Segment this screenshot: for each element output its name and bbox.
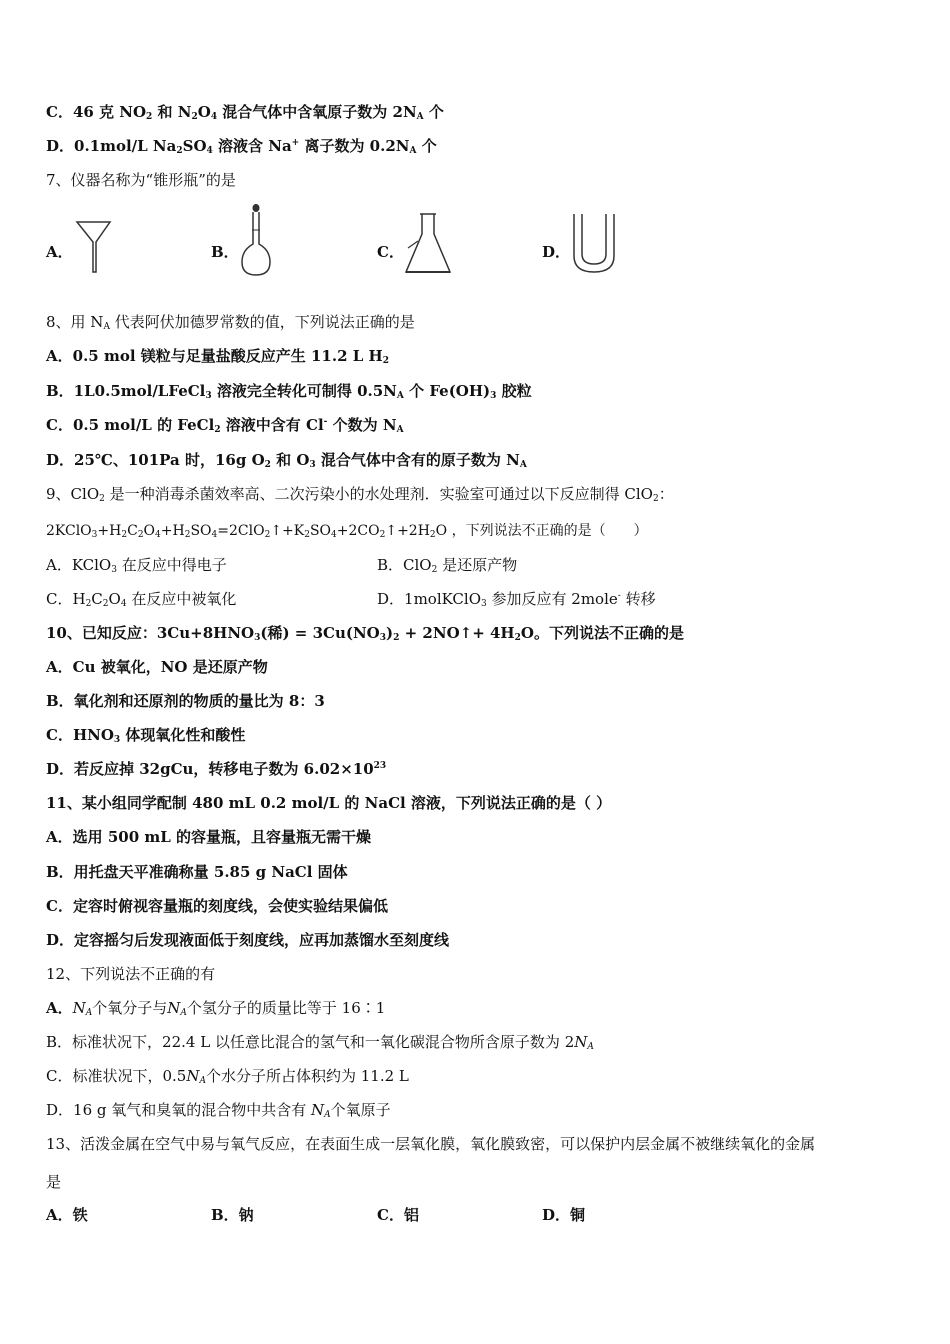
- q12-option-d: D．16 g 氧气和臭氧的混合物中共含有 $N_A$个氧原子: [46, 1101, 391, 1120]
- q6-option-c: C．46 克 $NO_2$ 和 $N_2O_4$ 混合气体中含氧原子数为 $2N_A$ 个: [46, 103, 444, 122]
- q11-option-d: D．定容摇匀后发现液面低于刻度线，应再加蒸馏水至刻度线: [46, 931, 450, 949]
- q13-option-a: A．铁: [46, 1206, 88, 1224]
- volumetric-flask-icon: [238, 200, 278, 278]
- q8-option-a: A．0.5 mol 镁粒与足量盐酸反应产生 11.2 L $H_2$: [46, 347, 389, 366]
- q12-option-c: C．标准状况下，$0.5N_A$个水分子所占体积约为 11.2 L: [46, 1067, 409, 1086]
- q8-option-c: C．0.5 mol/L 的 FeCl$_2$ 溶液中含有 Cl- 个数为 $N_A$: [46, 416, 404, 435]
- q10-option-d: D．若反应掉 32gCu，转移电子数为 $6.02\times 10^{23}$: [46, 760, 387, 778]
- q11-option-c: C．定容时俯视容量瓶的刻度线，会使实验结果偏低: [46, 897, 388, 915]
- q9-option-c: C．$H_2C_2O_4$ 在反应中被氧化: [46, 590, 237, 609]
- q8-stem: 8、用 $N_A$ 代表阿伏加德罗常数的值，下列说法正确的是: [46, 313, 415, 332]
- q9-option-a: A．KClO$_3$ 在反应中得电子: [46, 556, 227, 575]
- q11-option-b: B．用托盘天平准确称量 5.85 g NaCl 固体: [46, 863, 348, 881]
- conical-flask-icon: [402, 208, 456, 278]
- q11-stem: 11、某小组同学配制 480 mL 0.2 mol/L 的 NaCl 溶液，下列说法正确的是（ ）: [46, 794, 612, 812]
- q7-option-b-label: B．: [211, 243, 239, 261]
- q7-option-d-label: D．: [542, 243, 571, 261]
- q12-stem: 12、下列说法不正确的有: [46, 965, 216, 983]
- q8-option-b: B．1L0.5mol/LFeCl$_3$ 溶液完全转化可制得 $0.5N_A$ 个 $Fe(OH)_3$ 胶粒: [46, 382, 532, 401]
- q6-option-d: D．0.1mol/L $Na_2SO_4$ 溶液含 Na+ 离子数为 $0.2N_A$ 个: [46, 137, 437, 156]
- q13-option-b: B．钠: [211, 1206, 254, 1224]
- q9-option-d: D．1molKClO$_3$ 参加反应有 2mole- 转移: [377, 590, 656, 609]
- u-tube-icon: [570, 210, 620, 276]
- q11-option-a: A．选用 500 mL 的容量瓶，且容量瓶无需干燥: [46, 828, 372, 846]
- q13-stem-line2: 是: [46, 1173, 62, 1191]
- q10-option-b: B．氧化剂和还原剂的物质的量比为 8：3: [46, 692, 325, 710]
- q10-option-c: C．$HNO_3$ 体现氧化性和酸性: [46, 726, 246, 745]
- q13-option-c: C．铝: [377, 1206, 419, 1224]
- q13-option-d: D．铜: [542, 1206, 586, 1224]
- q8-option-d: D．25℃、101Pa 时，16g $O_2$ 和 $O_3$ 混合气体中含有的原子数为 $N_A$: [46, 451, 527, 470]
- q9-equation: $2KClO_3+H_2C_2O_4+H_2SO_4=2ClO_2↑+K_2SO_4+2CO_2↑+2H_2O$ ，下列说法不正确的是（ ）: [46, 523, 648, 540]
- q7-stem: 7、仪器名称为“锥形瓶”的是: [46, 171, 236, 189]
- q9-option-b: B．ClO$_2$ 是还原产物: [377, 556, 518, 575]
- q7-option-c-label: C．: [377, 243, 404, 261]
- q10-option-a: A．Cu 被氧化，NO 是还原产物: [46, 658, 268, 676]
- q7-option-a-label: A．: [46, 243, 73, 261]
- q12-option-b: B．标准状况下，22.4 L 以任意比混合的氢气和一氧化碳混合物所含原子数为 $2N_A$: [46, 1033, 594, 1052]
- q12-option-a: A．$N_A$个氧分子与$N_A$个氢分子的质量比等于 16∶1: [46, 999, 386, 1018]
- q9-stem: 9、ClO$_2$ 是一种消毒杀菌效率高、二次污染小的水处理剂．实验室可通过以下反应制得 ClO$_2$：: [46, 485, 674, 504]
- q13-stem-line1: 13、活泼金属在空气中易与氧气反应，在表面生成一层氧化膜，氧化膜致密，可以保护内层金属不被继续氧化的金属: [46, 1135, 816, 1153]
- funnel-icon: [74, 212, 114, 276]
- q10-stem: 10、已知反应：$3Cu+8HNO_3$(稀) = $3Cu(NO_3)_2$ + 2NO↑+ $4H_2O$。下列说法不正确的是: [46, 624, 684, 643]
